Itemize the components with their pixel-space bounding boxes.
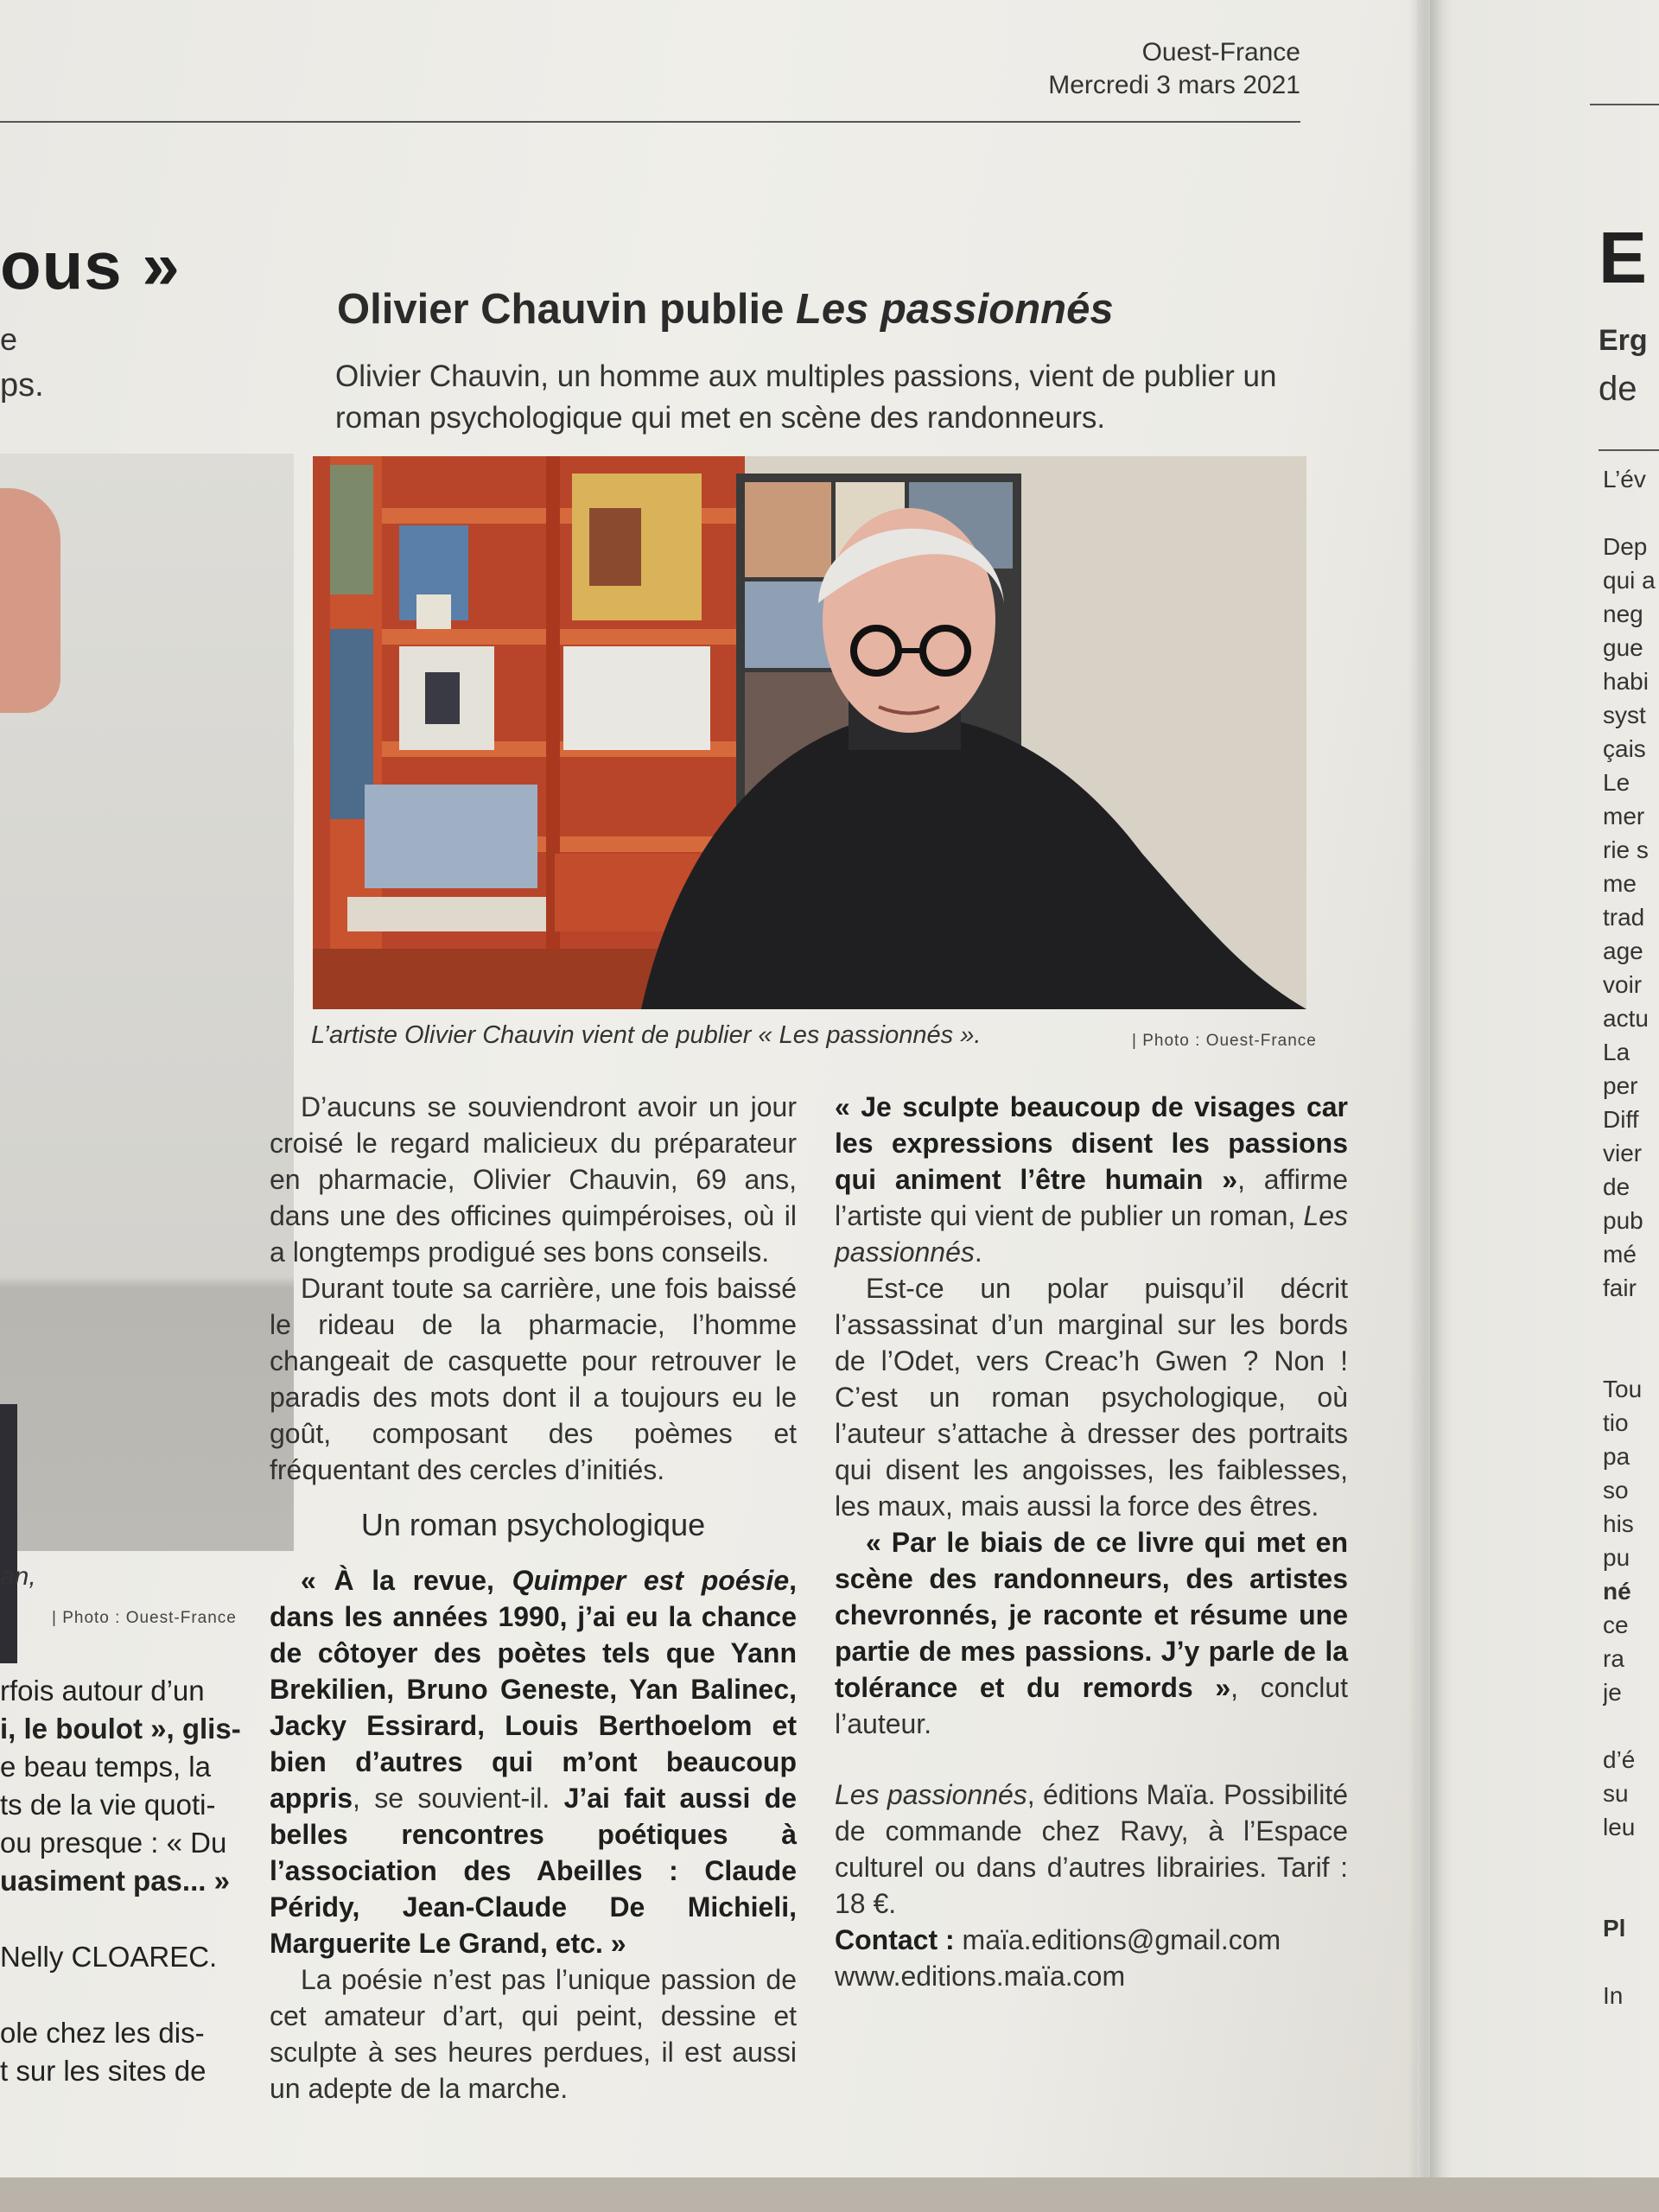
text-line: neg [1603, 601, 1643, 627]
text-line: me [1603, 870, 1637, 897]
text-line [0, 1900, 251, 1938]
contact-website: www.editions.maïa.com [835, 1961, 1126, 1992]
text-line: ra [1603, 1645, 1624, 1672]
right-header-rule [1590, 104, 1659, 105]
text-line: ce [1603, 1611, 1629, 1638]
text-line [1603, 1709, 1659, 1743]
text-line: d’é [1603, 1746, 1636, 1773]
text-line: pu [1603, 1544, 1630, 1571]
text-line [1603, 496, 1659, 530]
book-details: , éditions Maïa. Possibilité de commande chez Ravy, à l’Espace culturel ou dans d’autres librairies. Tarif : 18 €. [835, 1779, 1349, 1919]
paragraph [270, 1961, 797, 2107]
text-line [1603, 1338, 1659, 1372]
table-surface [0, 2177, 1659, 2212]
text-line: fair [1603, 1274, 1637, 1301]
text-line: çais [1603, 735, 1646, 762]
right-article-text [1603, 462, 1659, 2012]
text-line: i, le boulot », glis- [0, 1713, 241, 1745]
left-article-photo [0, 454, 294, 1551]
text-line: pa [1603, 1443, 1630, 1470]
paragraph: Durant toute sa carrière, une fois baissé le rideau de la pharmacie, l’homme changeait de casquette pour retrouver le paradis des mots dont il a toujours eu le goût, composant des poèmes et fréquentant des cercles d’initiés. [270, 1273, 797, 1485]
contact-email: maïa.editions@gmail.com [962, 1924, 1281, 1955]
book-info [835, 1777, 1348, 1922]
left-article-heading: ous » [0, 227, 181, 303]
text-line: né [1603, 1578, 1631, 1605]
left-article-sub: e [0, 321, 18, 357]
text-line: Le [1603, 769, 1630, 796]
text-line: age [1603, 938, 1643, 964]
text-line: tio [1603, 1409, 1629, 1436]
text-line: rfois autour d’un [0, 1675, 205, 1707]
quote-text: J’ai fait aussi de belles rencontres poétiques à l’association des Abeilles : Claude Péridy, Jean-Claude De Michieli, Marguerite Le Grand, etc. » [270, 1783, 797, 1959]
headline-text: Olivier Chauvin publie [337, 286, 796, 333]
text-line: his [1603, 1510, 1634, 1537]
text-line: su [1603, 1780, 1629, 1807]
text-line: Dep [1603, 533, 1648, 560]
text-line: actu [1603, 1005, 1649, 1032]
right-article-sub: Erg [1599, 324, 1648, 357]
text-line: trad [1603, 904, 1645, 931]
website-line [835, 1958, 1348, 1994]
article-headline [337, 285, 1114, 334]
quote-text: « À la revue, [301, 1565, 512, 1596]
paragraph [270, 1562, 797, 1961]
punctuation: . [974, 1236, 982, 1268]
paragraph-text: La poésie n’est pas l’unique passion de cet amateur d’art, qui peint, dessine et sculpte à ses heures perdues, il est aussi un adepte de la marche. [270, 1964, 797, 2104]
text-line: La [1603, 1039, 1630, 1065]
header-rule [0, 121, 1300, 123]
article-column-2 [835, 1089, 1348, 1994]
publication-date: Mercredi 3 mars 2021 [1048, 71, 1300, 99]
masthead [1048, 36, 1300, 102]
text-line: mé [1603, 1241, 1637, 1268]
headline-book-title: Les passionnés [795, 286, 1114, 333]
attribution: , affirme l’artiste qui vient de publier un roman, [835, 1164, 1349, 1231]
paragraph [835, 1524, 1348, 1742]
text-line: Diff [1603, 1106, 1639, 1133]
author-signature: Nelly CLOAREC. [0, 1941, 218, 1973]
right-article-heading: E [1599, 217, 1648, 298]
text-line: leu [1603, 1814, 1636, 1840]
text-line: voir [1603, 971, 1643, 998]
text-line: ou presque : « Du [0, 1827, 227, 1859]
photo-caption: L’artiste Olivier Chauvin vient de publier « Les passionnés ». [311, 1021, 982, 1049]
text-line: so [1603, 1477, 1629, 1503]
text-line [0, 1976, 251, 2014]
text-line: ts de la vie quoti- [0, 1789, 216, 1821]
sleeve-shape [0, 1404, 17, 1663]
text-line: rie s [1603, 836, 1649, 863]
text-line: gue [1603, 634, 1643, 661]
book-title: Les passionnés [835, 1779, 1027, 1810]
text-line: habi [1603, 668, 1649, 695]
text-line: mer [1603, 803, 1645, 830]
text-line: t sur les sites de [0, 2055, 207, 2087]
book-title: Les passionnés [835, 1200, 1348, 1268]
quote-text: « Par le biais de ce livre qui met en scène des randonneurs, des artistes chevronnés, je raconte et résume une partie de mes passions. J’y parle de la tolérance et du remords » [835, 1527, 1348, 1703]
text-line: uasiment pas... » [0, 1865, 230, 1897]
article-column-1 [270, 1089, 797, 2107]
quote-text: , dans les années 1990, j’ai eu la chance de côtoyer des poètes tels que Yann Brekilien, Bruno Geneste, Yan Balinec, Jacky Essirard, Louis Berthoelom et bien d’autres qui m’ont beaucoup appris [270, 1565, 797, 1814]
text-line: ole chez les dis- [0, 2017, 205, 2049]
text-line [1603, 1878, 1659, 1911]
text-line: pub [1603, 1207, 1643, 1234]
left-photo-caption: an, [0, 1562, 36, 1591]
text-line: vier [1603, 1140, 1643, 1166]
text-line: qui a [1603, 567, 1656, 594]
text-line [1603, 1305, 1659, 1338]
text-line [1603, 1844, 1659, 1878]
article-subheading: Un roman psychologique [360, 1507, 706, 1542]
text-line [1603, 1945, 1659, 1979]
text-line: syst [1603, 702, 1646, 728]
right-section-rule [1599, 449, 1659, 451]
page-fold [1408, 0, 1443, 2212]
paragraph: D’aucuns se souviendront avoir un jour croisé le regard malicieux du préparateur en pharmacie, Olivier Chauvin, 69 ans, dans une des officines quimpéroises, où il a longtemps prodigué ses bons conseils. [270, 1091, 797, 1268]
publication-name: Ouest-France [1141, 38, 1300, 67]
article-photo [313, 456, 1306, 1009]
left-article-sub: ps. [0, 367, 44, 404]
hand-shape [0, 488, 60, 713]
article-standfirst: Olivier Chauvin, un homme aux multiples passions, vient de publier un roman psychologique qui met en scène des randonneurs. [335, 359, 1277, 435]
text-line: In [1603, 1982, 1624, 2009]
paragraph: Est-ce un polar puisqu’il décrit l’assassinat d’un marginal sur les bords de l’Odet, vers Creac’h Gwen ? Non ! C’est un roman psychologique, où l’auteur s’attache à dresser des portraits qui disent les angoisses, les faiblesses, les maux, mais aussi la force des êtres. [835, 1273, 1348, 1522]
text-line: je [1603, 1679, 1622, 1706]
paragraph-continued [835, 1089, 1348, 1270]
text-line: L’év [1603, 466, 1646, 493]
text-line: e beau temps, la [0, 1751, 211, 1783]
right-article-sub: de [1599, 370, 1637, 408]
text-line: per [1603, 1072, 1638, 1099]
contact-label: Contact : [835, 1924, 955, 1955]
text-line: de [1603, 1173, 1630, 1200]
attribution: , conclut l’auteur. [835, 1672, 1348, 1739]
contact-line [835, 1922, 1348, 1958]
left-article-text [0, 1672, 251, 2090]
left-photo-credit: | Photo : Ouest-France [52, 1609, 237, 1627]
text-line: Pl [1603, 1915, 1626, 1942]
photo-credit: | Photo : Ouest-France [1132, 1032, 1317, 1050]
text-line: Tou [1603, 1376, 1643, 1402]
photo-illustration [313, 456, 1306, 1009]
review-title: Quimper est poésie [512, 1565, 790, 1596]
quote-text: « Je sculpte beaucoup de visages car les expressions disent les passions qui animent l’être humain » [835, 1091, 1348, 1195]
attribution: , se souvient-il. [353, 1783, 564, 1814]
